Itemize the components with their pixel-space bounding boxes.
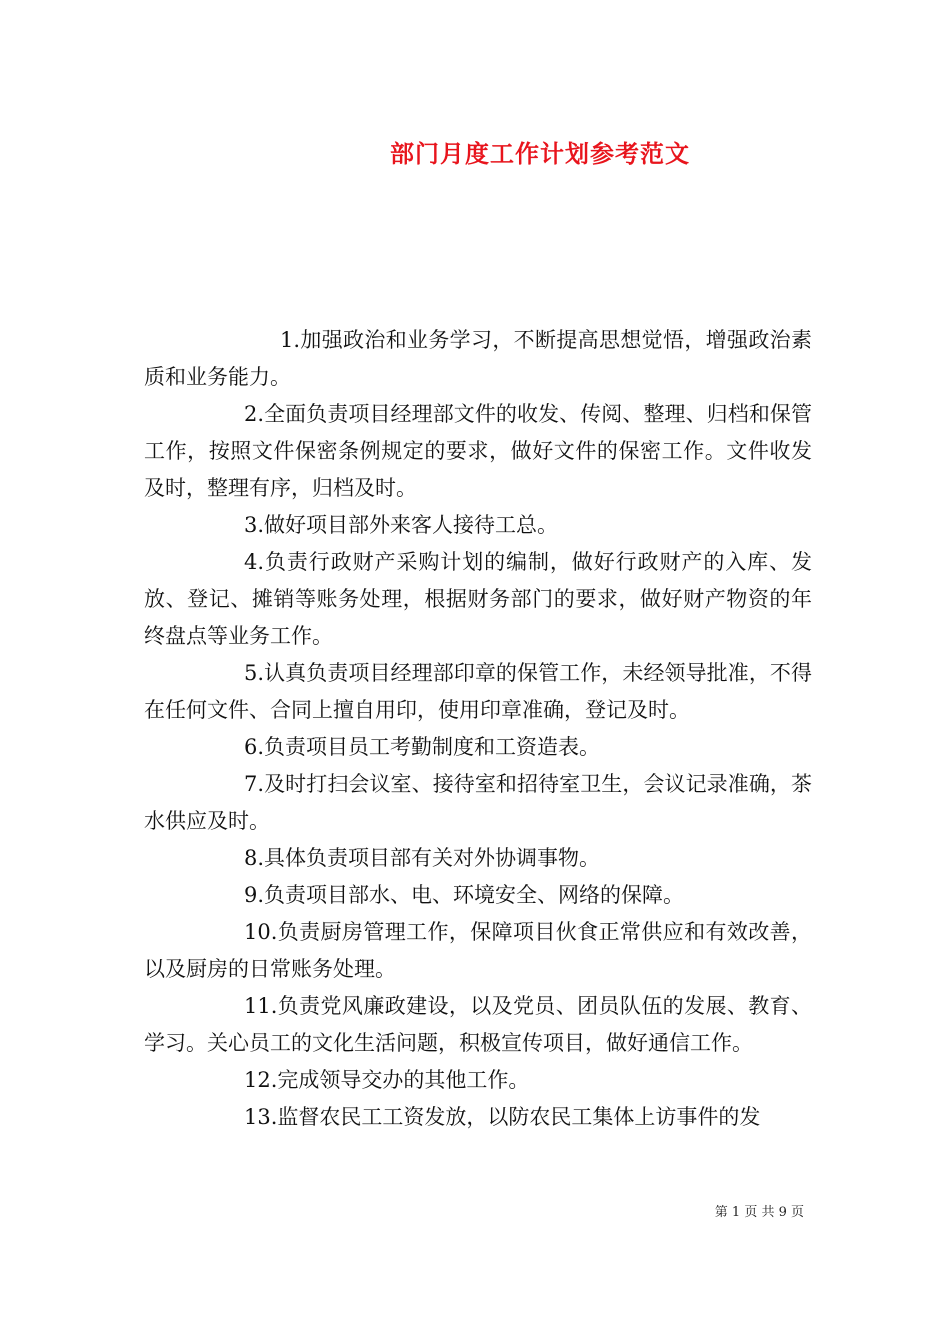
paragraph-6: 6.负责项目员工考勤制度和工资造表。 bbox=[244, 735, 601, 759]
paragraph-13: 13.监督农民工工资发放，以防农民工集体上访事件的发 bbox=[244, 1105, 761, 1129]
paragraph-3: 3.做好项目部外来客人接待工总。 bbox=[244, 513, 559, 537]
paragraph-10: 10.负责厨房管理工作，保障项目伙食正常供应和有效改善，以及厨房的日常账务处理。 bbox=[144, 920, 812, 981]
page-number-footer: 第 1 页 共 9 页 bbox=[714, 1205, 804, 1220]
paragraph-4: 4.负责行政财产采购计划的编制，做好行政财产的入库、发放、登记、摊销等账务处理，根据财务部门的要求，做好财产物资的年终盘点等业务工作。 bbox=[144, 550, 812, 648]
paragraph-1: 1.加强政治和业务学习，不断提高思想觉悟，增强政治素质和业务能力。 bbox=[144, 328, 812, 389]
paragraph-8: 8.具体负责项目部有关对外协调事物。 bbox=[244, 846, 601, 870]
paragraph-5: 5.认真负责项目经理部印章的保管工作，未经领导批准，不得在任何文件、合同上擅自用印，使用印章准确，登记及时。 bbox=[144, 661, 812, 722]
paragraph-9: 9.负责项目部水、电、环境安全、网络的保障。 bbox=[244, 883, 685, 907]
paragraph-12: 12.完成领导交办的其他工作。 bbox=[244, 1068, 530, 1092]
paragraph-11: 11.负责党风廉政建设，以及党员、团员队伍的发展、教育、学习。关心员工的文化生活问题，积极宣传项目，做好通信工作。 bbox=[144, 994, 812, 1055]
paragraph-2: 2.全面负责项目经理部文件的收发、传阅、整理、归档和保管工作，按照文件保密条例规定的要求，做好文件的保密工作。文件收发及时，整理有序，归档及时。 bbox=[144, 402, 812, 500]
document-body bbox=[144, 322, 812, 1136]
paragraph-7: 7.及时打扫会议室、接待室和招待室卫生，会议记录准确，茶水供应及时。 bbox=[144, 772, 812, 833]
document-title: 部门月度工作计划参考范文 bbox=[390, 139, 690, 168]
